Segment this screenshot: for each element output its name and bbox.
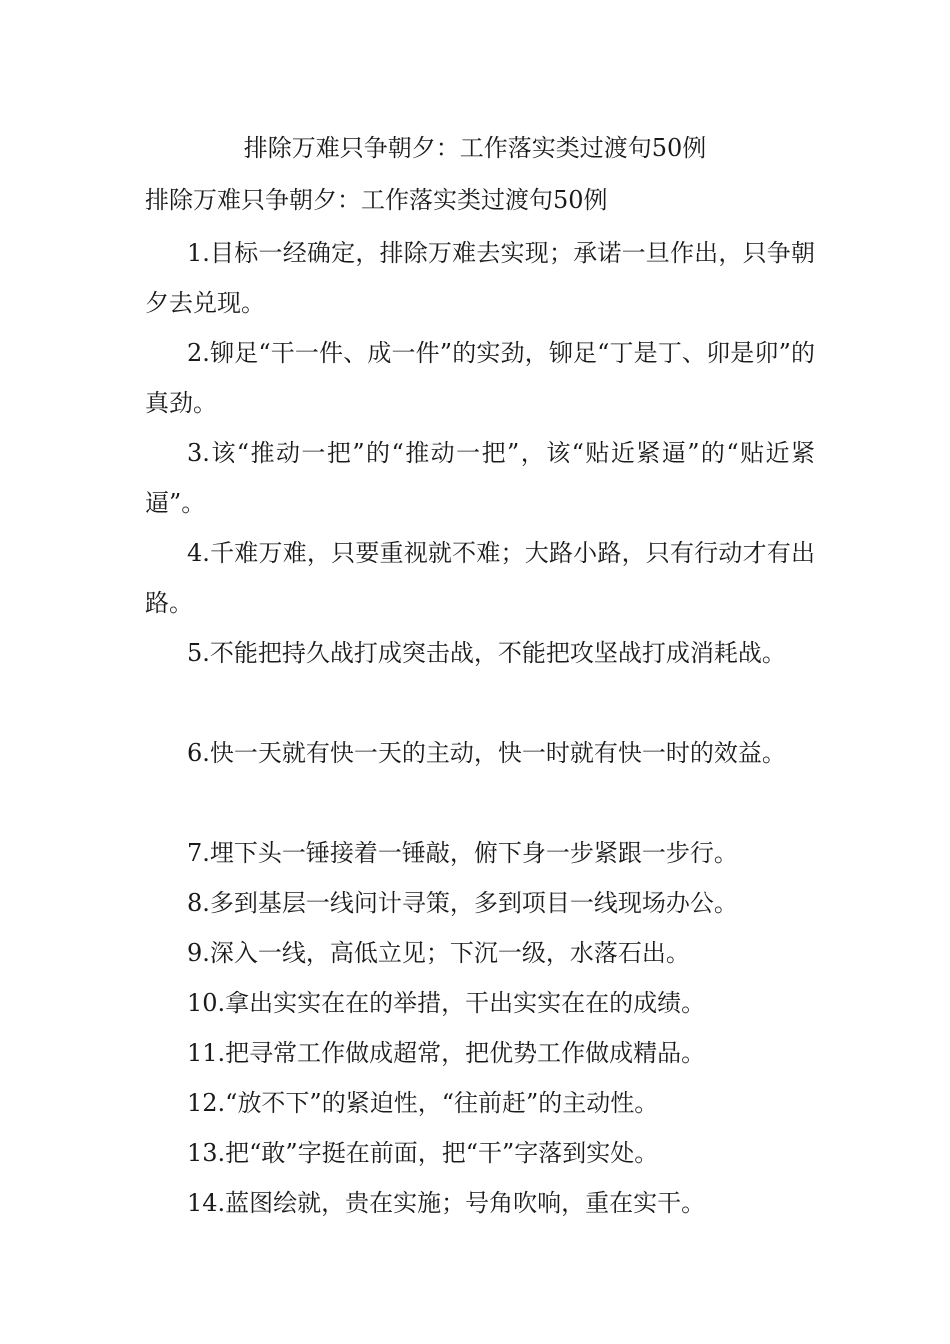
list-item: 6.快一天就有快一天的主动，快一时就有快一时的效益。 [187, 739, 786, 767]
item-list [145, 228, 815, 1228]
list-item: 8.多到基层一线问计寻策，多到项目一线现场办公。 [187, 889, 738, 917]
list-item: 2.铆足“干一件、成一件”的实劲，铆足“丁是丁、卯是卯”的真劲。 [145, 339, 815, 417]
document-title: 排除万难只争朝夕：工作落实类过渡句50例 [243, 134, 707, 162]
list-item: 11.把寻常工作做成超常，把优势工作做成精品。 [187, 1039, 706, 1067]
list-item: 3.该“推动一把”的“推动一把”，该“贴近紧逼”的“贴近紧逼”。 [145, 439, 815, 517]
list-item: 14.蓝图绘就，贵在实施；号角吹响，重在实干。 [187, 1189, 706, 1217]
list-item: 4.千难万难，只要重视就不难；大路小路，只有行动才有出路。 [145, 539, 815, 617]
list-item: 13.把“敢”字挺在前面，把“干”字落到实处。 [187, 1139, 659, 1167]
list-item: 7.埋下头一锤接着一锤敲，俯下身一步紧跟一步行。 [187, 839, 738, 867]
list-item: 1.目标一经确定，排除万难去实现；承诺一旦作出，只争朝夕去兑现。 [145, 239, 815, 317]
list-item: 5.不能把持久战打成突击战，不能把攻坚战打成消耗战。 [187, 639, 786, 667]
list-item: 9.深入一线，高低立见；下沉一级，水落石出。 [187, 939, 690, 967]
list-item: 10.拿出实实在在的举措，干出实实在在的成绩。 [187, 989, 706, 1017]
document-subtitle: 排除万难只争朝夕：工作落实类过渡句50例 [145, 186, 608, 214]
list-item: 12.“放不下”的紧迫性，“往前赶”的主动性。 [187, 1089, 659, 1117]
